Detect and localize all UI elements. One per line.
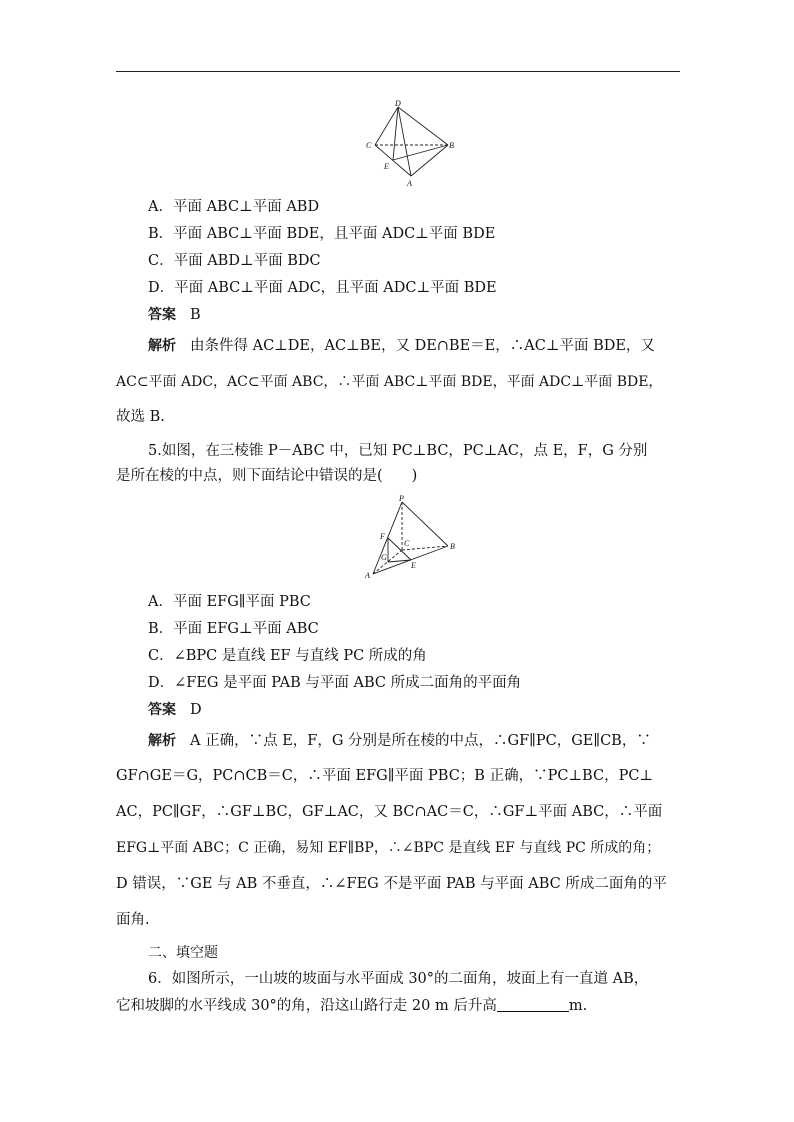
label-G: G — [381, 553, 387, 562]
q4-option-c: C．平面 ABD⊥平面 BDC — [148, 253, 321, 269]
q5-option-b: B．平面 EFG⊥平面 ABC — [148, 621, 319, 637]
label-C: C — [366, 141, 372, 150]
label-B: B — [450, 542, 455, 551]
label-B: B — [449, 141, 454, 150]
figure-q5-pyramid — [364, 494, 462, 582]
q5-analysis-line-5: D 错误，∵GE 与 AB 不垂直，∴∠FEG 不是平面 PAB 与平面 ABC 所成二面角的平 — [116, 876, 667, 892]
label-A: A — [407, 179, 412, 188]
answer-value: B — [190, 307, 201, 323]
label-P: P — [399, 494, 404, 503]
edge-DA — [398, 107, 411, 176]
edge-DB — [398, 107, 448, 145]
q6-stem-text: 它和坡脚的水平线成 30°的角，沿这山路行走 20 m 后升高 — [116, 998, 497, 1014]
answer-label: 答案 — [148, 307, 176, 323]
header-rule — [116, 71, 680, 72]
q6-answer-blank[interactable] — [497, 997, 569, 1012]
answer-value: D — [190, 702, 202, 718]
q6-stem-line-2 — [116, 996, 587, 1016]
q5-option-c: C．∠BPC 是直线 EF 与直线 PC 所成的角 — [148, 648, 427, 664]
analysis-text: 由条件得 AC⊥DE，AC⊥BE，又 DE∩BE＝E，∴AC⊥平面 BDE，又 — [190, 338, 655, 354]
q5-option-a: A．平面 EFG∥平面 PBC — [148, 594, 311, 610]
label-A: A — [365, 571, 370, 580]
q4-option-d: D．平面 ABC⊥平面 ADC，且平面 ADC⊥平面 BDE — [148, 280, 497, 296]
edge-DE — [393, 107, 398, 160]
label-E: E — [384, 162, 389, 171]
figure-q4-tetrahedron — [362, 98, 460, 188]
q5-analysis-line-4: EFG⊥平面 ABC；C 正确，易知 EF∥BP，∴∠BPC 是直线 EF 与直线 PC 所成的角； — [116, 840, 661, 856]
q4-analysis-line-2: AC⊂平面 ADC，AC⊂平面 ABC，∴平面 ABC⊥平面 BDE，平面 ADC⊥平面 BDE， — [116, 374, 663, 390]
edge-PA — [373, 502, 402, 574]
q6-unit: m. — [568, 998, 588, 1014]
q4-answer — [148, 305, 201, 325]
q4-analysis-line-3: 故选 B. — [116, 409, 165, 425]
label-C: C — [404, 539, 410, 548]
q5-analysis-line-1 — [148, 731, 651, 751]
label-F: F — [380, 532, 385, 541]
q5-analysis-line-6: 面角. — [116, 912, 150, 928]
q4-option-b: B．平面 ABC⊥平面 BDE，且平面 ADC⊥平面 BDE — [148, 226, 496, 242]
q5-analysis-line-2: GF∩GE＝G，PC∩CB＝C，∴平面 EFG∥平面 PBC；B 正确，∵PC⊥BC，PC⊥ — [116, 768, 654, 784]
label-D: D — [395, 99, 401, 108]
label-E: E — [411, 561, 416, 570]
analysis-label: 解析 — [148, 733, 176, 749]
q5-analysis-line-3: AC，PC∥GF，∴GF⊥BC，GF⊥AC，又 BC∩AC＝C，∴GF⊥平面 ABC，∴平面 — [116, 804, 663, 820]
q5-stem-line-1: 5.如图，在三棱锥 P－ABC 中，已知 PC⊥BC，PC⊥AC，点 E，F，G 分别 — [148, 443, 648, 459]
q5-answer — [148, 700, 202, 720]
q6-stem-line-1: 6．如图所示，一山坡的坡面与水平面成 30°的二面角，坡面上有一直道 AB， — [148, 971, 649, 987]
q5-option-d: D．∠FEG 是平面 PAB 与平面 ABC 所成二面角的平面角 — [148, 675, 522, 691]
analysis-label: 解析 — [148, 338, 176, 354]
section-title: 二、填空题 — [148, 945, 218, 961]
q4-option-a: A．平面 ABC⊥平面 ABD — [148, 199, 320, 215]
edge-EB — [393, 145, 448, 160]
analysis-text: A 正确，∵点 E，F，G 分别是所在棱的中点，∴GF∥PC，GE∥CB，∵ — [190, 733, 651, 749]
q4-analysis-line-1 — [148, 336, 655, 356]
q5-stem-line-2: 是所在棱的中点，则下面结论中错误的是( ) — [116, 468, 418, 484]
answer-label: 答案 — [148, 702, 176, 718]
